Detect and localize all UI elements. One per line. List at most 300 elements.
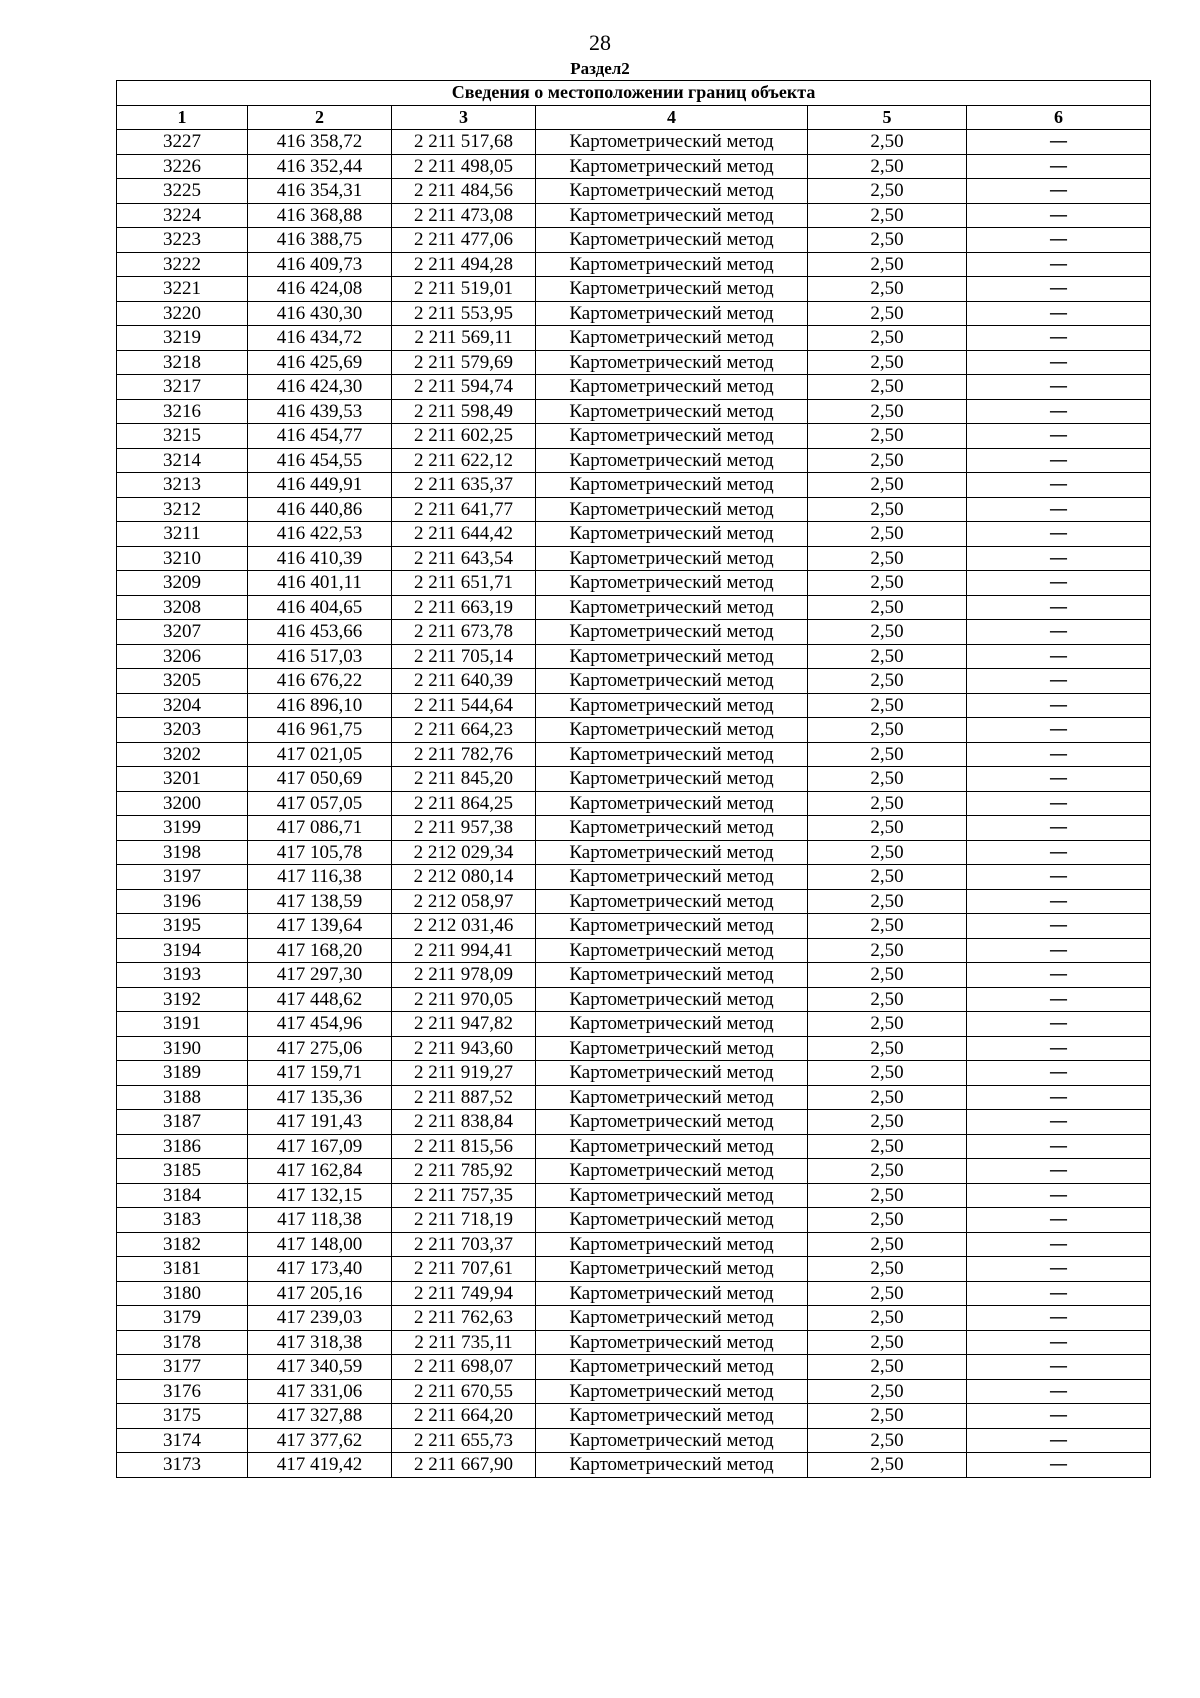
table-title-row (117, 81, 1151, 106)
point-number-cell: 3220 (117, 301, 248, 326)
x-coordinate-cell: 416 404,65 (248, 595, 392, 620)
y-coordinate-cell: 2 211 782,76 (392, 742, 536, 767)
table-row (117, 767, 1151, 792)
note-cell: — (967, 1232, 1151, 1257)
y-coordinate-cell: 2 211 598,49 (392, 399, 536, 424)
accuracy-cell: 2,50 (808, 350, 967, 375)
note-cell: — (967, 473, 1151, 498)
x-coordinate-cell: 416 430,30 (248, 301, 392, 326)
table-row (117, 1355, 1151, 1380)
method-cell: Картометрический метод (536, 914, 808, 939)
accuracy-cell: 2,50 (808, 1085, 967, 1110)
table-row (117, 1012, 1151, 1037)
accuracy-cell: 2,50 (808, 1159, 967, 1184)
method-cell: Картометрический метод (536, 693, 808, 718)
point-number-cell: 3175 (117, 1404, 248, 1429)
column-header: 6 (967, 105, 1151, 130)
x-coordinate-cell: 416 896,10 (248, 693, 392, 718)
y-coordinate-cell: 2 211 673,78 (392, 620, 536, 645)
y-coordinate-cell: 2 211 994,41 (392, 938, 536, 963)
accuracy-cell: 2,50 (808, 277, 967, 302)
accuracy-cell: 2,50 (808, 1428, 967, 1453)
x-coordinate-cell: 416 425,69 (248, 350, 392, 375)
method-cell: Картометрический метод (536, 816, 808, 841)
y-coordinate-cell: 2 211 553,95 (392, 301, 536, 326)
point-number-cell: 3204 (117, 693, 248, 718)
note-cell: — (967, 620, 1151, 645)
point-number-cell: 3197 (117, 865, 248, 890)
table-row (117, 375, 1151, 400)
method-cell: Картометрический метод (536, 1110, 808, 1135)
point-number-cell: 3215 (117, 424, 248, 449)
y-coordinate-cell: 2 211 644,42 (392, 522, 536, 547)
accuracy-cell: 2,50 (808, 571, 967, 596)
method-cell: Картометрический метод (536, 130, 808, 155)
method-cell: Картометрический метод (536, 1183, 808, 1208)
x-coordinate-cell: 417 239,03 (248, 1306, 392, 1331)
y-coordinate-cell: 2 211 635,37 (392, 473, 536, 498)
y-coordinate-cell: 2 211 970,05 (392, 987, 536, 1012)
x-coordinate-cell: 417 138,59 (248, 889, 392, 914)
y-coordinate-cell: 2 211 667,90 (392, 1453, 536, 1478)
table-row (117, 399, 1151, 424)
x-coordinate-cell: 417 050,69 (248, 767, 392, 792)
table-row (117, 203, 1151, 228)
point-number-cell: 3192 (117, 987, 248, 1012)
table-row (117, 326, 1151, 351)
method-cell: Картометрический метод (536, 767, 808, 792)
y-coordinate-cell: 2 211 640,39 (392, 669, 536, 694)
method-cell: Картометрический метод (536, 669, 808, 694)
point-number-cell: 3214 (117, 448, 248, 473)
note-cell: — (967, 399, 1151, 424)
table-row (117, 987, 1151, 1012)
method-cell: Картометрический метод (536, 1232, 808, 1257)
y-coordinate-cell: 2 211 579,69 (392, 350, 536, 375)
y-coordinate-cell: 2 211 494,28 (392, 252, 536, 277)
y-coordinate-cell: 2 211 815,56 (392, 1134, 536, 1159)
table-row (117, 1453, 1151, 1478)
x-coordinate-cell: 416 449,91 (248, 473, 392, 498)
section-label: Раздел2 (570, 59, 630, 78)
note-cell: — (967, 889, 1151, 914)
x-coordinate-cell: 417 448,62 (248, 987, 392, 1012)
table-row (117, 497, 1151, 522)
accuracy-cell: 2,50 (808, 1281, 967, 1306)
y-coordinate-cell: 2 211 785,92 (392, 1159, 536, 1184)
note-cell: — (967, 693, 1151, 718)
table-row (117, 1281, 1151, 1306)
point-number-cell: 3210 (117, 546, 248, 571)
accuracy-cell: 2,50 (808, 669, 967, 694)
note-cell: — (967, 595, 1151, 620)
table-row (117, 693, 1151, 718)
note-cell: — (967, 1183, 1151, 1208)
note-cell: — (967, 938, 1151, 963)
y-coordinate-cell: 2 211 943,60 (392, 1036, 536, 1061)
note-cell: — (967, 1355, 1151, 1380)
accuracy-cell: 2,50 (808, 497, 967, 522)
x-coordinate-cell: 417 318,38 (248, 1330, 392, 1355)
x-coordinate-cell: 417 419,42 (248, 1453, 392, 1478)
accuracy-cell: 2,50 (808, 987, 967, 1012)
point-number-cell: 3206 (117, 644, 248, 669)
column-header: 3 (392, 105, 536, 130)
point-number-cell: 3194 (117, 938, 248, 963)
accuracy-cell: 2,50 (808, 546, 967, 571)
accuracy-cell: 2,50 (808, 1306, 967, 1331)
y-coordinate-cell: 2 211 735,11 (392, 1330, 536, 1355)
point-number-cell: 3225 (117, 179, 248, 204)
table-row (117, 130, 1151, 155)
note-cell: — (967, 1379, 1151, 1404)
x-coordinate-cell: 416 388,75 (248, 228, 392, 253)
accuracy-cell: 2,50 (808, 1330, 967, 1355)
table-row (117, 1085, 1151, 1110)
accuracy-cell: 2,50 (808, 522, 967, 547)
table-row (117, 595, 1151, 620)
accuracy-cell: 2,50 (808, 424, 967, 449)
x-coordinate-cell: 417 297,30 (248, 963, 392, 988)
accuracy-cell: 2,50 (808, 914, 967, 939)
accuracy-cell: 2,50 (808, 1208, 967, 1233)
point-number-cell: 3196 (117, 889, 248, 914)
accuracy-cell: 2,50 (808, 130, 967, 155)
table-row (117, 816, 1151, 841)
method-cell: Картометрический метод (536, 1159, 808, 1184)
note-cell: — (967, 228, 1151, 253)
point-number-cell: 3227 (117, 130, 248, 155)
method-cell: Картометрический метод (536, 277, 808, 302)
y-coordinate-cell: 2 211 703,37 (392, 1232, 536, 1257)
x-coordinate-cell: 417 021,05 (248, 742, 392, 767)
x-coordinate-cell: 416 354,31 (248, 179, 392, 204)
method-cell: Картометрический метод (536, 1355, 808, 1380)
table-row (117, 889, 1151, 914)
point-number-cell: 3195 (117, 914, 248, 939)
method-cell: Картометрический метод (536, 571, 808, 596)
y-coordinate-cell: 2 211 978,09 (392, 963, 536, 988)
table-row (117, 718, 1151, 743)
page-number: 28 (589, 30, 611, 55)
y-coordinate-cell: 2 211 484,56 (392, 179, 536, 204)
y-coordinate-cell: 2 212 031,46 (392, 914, 536, 939)
y-coordinate-cell: 2 211 887,52 (392, 1085, 536, 1110)
x-coordinate-cell: 417 086,71 (248, 816, 392, 841)
table-title: Сведения о местоположении границ объекта (117, 81, 1151, 106)
table-row (117, 424, 1151, 449)
note-cell: — (967, 546, 1151, 571)
accuracy-cell: 2,50 (808, 644, 967, 669)
method-cell: Картометрический метод (536, 644, 808, 669)
point-number-cell: 3201 (117, 767, 248, 792)
accuracy-cell: 2,50 (808, 742, 967, 767)
method-cell: Картометрический метод (536, 1061, 808, 1086)
x-coordinate-cell: 416 453,66 (248, 620, 392, 645)
accuracy-cell: 2,50 (808, 1110, 967, 1135)
column-header-row (117, 105, 1151, 130)
table-row (117, 1159, 1151, 1184)
x-coordinate-cell: 417 377,62 (248, 1428, 392, 1453)
y-coordinate-cell: 2 211 643,54 (392, 546, 536, 571)
table-row (117, 1404, 1151, 1429)
point-number-cell: 3191 (117, 1012, 248, 1037)
method-cell: Картометрический метод (536, 252, 808, 277)
table-row (117, 1232, 1151, 1257)
method-cell: Картометрический метод (536, 448, 808, 473)
point-number-cell: 3208 (117, 595, 248, 620)
method-cell: Картометрический метод (536, 1379, 808, 1404)
table-row (117, 865, 1151, 890)
x-coordinate-cell: 417 162,84 (248, 1159, 392, 1184)
y-coordinate-cell: 2 211 519,01 (392, 277, 536, 302)
table-row (117, 963, 1151, 988)
table-row (117, 228, 1151, 253)
accuracy-cell: 2,50 (808, 620, 967, 645)
method-cell: Картометрический метод (536, 865, 808, 890)
table-row (117, 1036, 1151, 1061)
table-row (117, 522, 1151, 547)
point-number-cell: 3212 (117, 497, 248, 522)
note-cell: — (967, 154, 1151, 179)
note-cell: — (967, 1453, 1151, 1478)
note-cell: — (967, 1134, 1151, 1159)
table-row (117, 179, 1151, 204)
note-cell: — (967, 963, 1151, 988)
method-cell: Картометрический метод (536, 473, 808, 498)
note-cell: — (967, 914, 1151, 939)
accuracy-cell: 2,50 (808, 1036, 967, 1061)
x-coordinate-cell: 416 676,22 (248, 669, 392, 694)
y-coordinate-cell: 2 211 517,68 (392, 130, 536, 155)
x-coordinate-cell: 417 148,00 (248, 1232, 392, 1257)
x-coordinate-cell: 416 409,73 (248, 252, 392, 277)
point-number-cell: 3198 (117, 840, 248, 865)
note-cell: — (967, 791, 1151, 816)
method-cell: Картометрический метод (536, 791, 808, 816)
x-coordinate-cell: 417 168,20 (248, 938, 392, 963)
column-header: 2 (248, 105, 392, 130)
note-cell: — (967, 987, 1151, 1012)
note-cell: — (967, 742, 1151, 767)
table-row (117, 1134, 1151, 1159)
point-number-cell: 3193 (117, 963, 248, 988)
y-coordinate-cell: 2 211 838,84 (392, 1110, 536, 1135)
point-number-cell: 3219 (117, 326, 248, 351)
point-number-cell: 3174 (117, 1428, 248, 1453)
x-coordinate-cell: 416 424,08 (248, 277, 392, 302)
point-number-cell: 3223 (117, 228, 248, 253)
method-cell: Картометрический метод (536, 1306, 808, 1331)
accuracy-cell: 2,50 (808, 767, 967, 792)
y-coordinate-cell: 2 211 498,05 (392, 154, 536, 179)
method-cell: Картометрический метод (536, 228, 808, 253)
method-cell: Картометрический метод (536, 595, 808, 620)
table-row (117, 1061, 1151, 1086)
point-number-cell: 3209 (117, 571, 248, 596)
table-row (117, 620, 1151, 645)
column-header: 5 (808, 105, 967, 130)
accuracy-cell: 2,50 (808, 1134, 967, 1159)
point-number-cell: 3203 (117, 718, 248, 743)
note-cell: — (967, 1159, 1151, 1184)
method-cell: Картометрический метод (536, 301, 808, 326)
x-coordinate-cell: 417 173,40 (248, 1257, 392, 1282)
method-cell: Картометрический метод (536, 350, 808, 375)
y-coordinate-cell: 2 211 477,06 (392, 228, 536, 253)
table-row (117, 644, 1151, 669)
x-coordinate-cell: 416 422,53 (248, 522, 392, 547)
y-coordinate-cell: 2 211 664,20 (392, 1404, 536, 1429)
note-cell: — (967, 1281, 1151, 1306)
point-number-cell: 3189 (117, 1061, 248, 1086)
note-cell: — (967, 1061, 1151, 1086)
point-number-cell: 3221 (117, 277, 248, 302)
point-number-cell: 3188 (117, 1085, 248, 1110)
accuracy-cell: 2,50 (808, 203, 967, 228)
y-coordinate-cell: 2 211 698,07 (392, 1355, 536, 1380)
x-coordinate-cell: 417 105,78 (248, 840, 392, 865)
method-cell: Картометрический метод (536, 522, 808, 547)
note-cell: — (967, 203, 1151, 228)
point-number-cell: 3186 (117, 1134, 248, 1159)
accuracy-cell: 2,50 (808, 473, 967, 498)
note-cell: — (967, 497, 1151, 522)
boundary-table (116, 80, 1151, 1478)
note-cell: — (967, 1404, 1151, 1429)
point-number-cell: 3218 (117, 350, 248, 375)
method-cell: Картометрический метод (536, 1036, 808, 1061)
accuracy-cell: 2,50 (808, 816, 967, 841)
y-coordinate-cell: 2 211 749,94 (392, 1281, 536, 1306)
y-coordinate-cell: 2 212 080,14 (392, 865, 536, 890)
method-cell: Картометрический метод (536, 889, 808, 914)
note-cell: — (967, 1428, 1151, 1453)
x-coordinate-cell: 417 116,38 (248, 865, 392, 890)
accuracy-cell: 2,50 (808, 228, 967, 253)
column-header: 1 (117, 105, 248, 130)
x-coordinate-cell: 416 454,77 (248, 424, 392, 449)
x-coordinate-cell: 417 331,06 (248, 1379, 392, 1404)
accuracy-cell: 2,50 (808, 840, 967, 865)
accuracy-cell: 2,50 (808, 1379, 967, 1404)
accuracy-cell: 2,50 (808, 1257, 967, 1282)
accuracy-cell: 2,50 (808, 1232, 967, 1257)
point-number-cell: 3181 (117, 1257, 248, 1282)
table-row (117, 742, 1151, 767)
accuracy-cell: 2,50 (808, 963, 967, 988)
method-cell: Картометрический метод (536, 375, 808, 400)
table-row (117, 1257, 1151, 1282)
table-row (117, 791, 1151, 816)
point-number-cell: 3224 (117, 203, 248, 228)
point-number-cell: 3200 (117, 791, 248, 816)
table-row (117, 1208, 1151, 1233)
method-cell: Картометрический метод (536, 1404, 808, 1429)
x-coordinate-cell: 416 401,11 (248, 571, 392, 596)
note-cell: — (967, 840, 1151, 865)
accuracy-cell: 2,50 (808, 154, 967, 179)
y-coordinate-cell: 2 211 663,19 (392, 595, 536, 620)
point-number-cell: 3178 (117, 1330, 248, 1355)
point-number-cell: 3222 (117, 252, 248, 277)
y-coordinate-cell: 2 211 641,77 (392, 497, 536, 522)
accuracy-cell: 2,50 (808, 1355, 967, 1380)
method-cell: Картометрический метод (536, 1330, 808, 1355)
y-coordinate-cell: 2 211 651,71 (392, 571, 536, 596)
accuracy-cell: 2,50 (808, 791, 967, 816)
x-coordinate-cell: 416 410,39 (248, 546, 392, 571)
table-row (117, 1110, 1151, 1135)
point-number-cell: 3216 (117, 399, 248, 424)
point-number-cell: 3182 (117, 1232, 248, 1257)
y-coordinate-cell: 2 211 664,23 (392, 718, 536, 743)
note-cell: — (967, 571, 1151, 596)
table-row (117, 448, 1151, 473)
y-coordinate-cell: 2 211 947,82 (392, 1012, 536, 1037)
x-coordinate-cell: 417 135,36 (248, 1085, 392, 1110)
y-coordinate-cell: 2 211 655,73 (392, 1428, 536, 1453)
method-cell: Картометрический метод (536, 179, 808, 204)
x-coordinate-cell: 416 440,86 (248, 497, 392, 522)
accuracy-cell: 2,50 (808, 693, 967, 718)
method-cell: Картометрический метод (536, 1453, 808, 1478)
method-cell: Картометрический метод (536, 718, 808, 743)
accuracy-cell: 2,50 (808, 399, 967, 424)
note-cell: — (967, 644, 1151, 669)
x-coordinate-cell: 416 454,55 (248, 448, 392, 473)
table-row (117, 571, 1151, 596)
table-row (117, 1330, 1151, 1355)
x-coordinate-cell: 417 327,88 (248, 1404, 392, 1429)
table-row (117, 301, 1151, 326)
accuracy-cell: 2,50 (808, 865, 967, 890)
table-row (117, 938, 1151, 963)
note-cell: — (967, 326, 1151, 351)
note-cell: — (967, 767, 1151, 792)
accuracy-cell: 2,50 (808, 938, 967, 963)
method-cell: Картометрический метод (536, 742, 808, 767)
note-cell: — (967, 130, 1151, 155)
method-cell: Картометрический метод (536, 1428, 808, 1453)
point-number-cell: 3179 (117, 1306, 248, 1331)
accuracy-cell: 2,50 (808, 1453, 967, 1478)
x-coordinate-cell: 416 358,72 (248, 130, 392, 155)
point-number-cell: 3184 (117, 1183, 248, 1208)
note-cell: — (967, 375, 1151, 400)
y-coordinate-cell: 2 211 670,55 (392, 1379, 536, 1404)
x-coordinate-cell: 417 159,71 (248, 1061, 392, 1086)
note-cell: — (967, 1012, 1151, 1037)
point-number-cell: 3177 (117, 1355, 248, 1380)
y-coordinate-cell: 2 211 762,63 (392, 1306, 536, 1331)
note-cell: — (967, 424, 1151, 449)
accuracy-cell: 2,50 (808, 1183, 967, 1208)
note-cell: — (967, 718, 1151, 743)
y-coordinate-cell: 2 211 845,20 (392, 767, 536, 792)
y-coordinate-cell: 2 211 707,61 (392, 1257, 536, 1282)
x-coordinate-cell: 416 424,30 (248, 375, 392, 400)
point-number-cell: 3217 (117, 375, 248, 400)
point-number-cell: 3205 (117, 669, 248, 694)
note-cell: — (967, 1208, 1151, 1233)
accuracy-cell: 2,50 (808, 326, 967, 351)
note-cell: — (967, 350, 1151, 375)
y-coordinate-cell: 2 211 569,11 (392, 326, 536, 351)
note-cell: — (967, 1085, 1151, 1110)
method-cell: Картометрический метод (536, 546, 808, 571)
table-row (117, 1183, 1151, 1208)
